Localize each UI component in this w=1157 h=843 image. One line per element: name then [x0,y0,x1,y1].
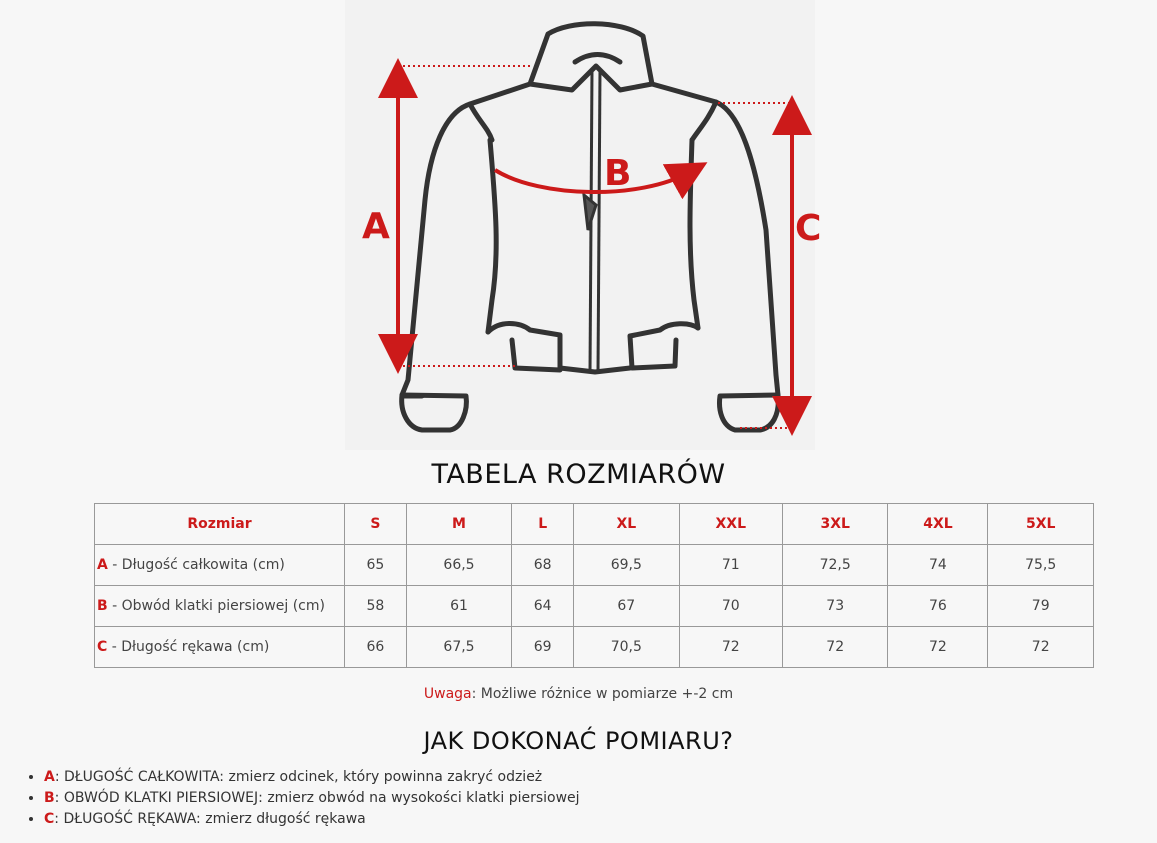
header-rozmiar: Rozmiar [95,504,345,545]
header-size: 5XL [988,504,1094,545]
table-cell: 70 [679,586,782,627]
table-cell: 69 [512,627,574,668]
size-table-header [95,504,1094,545]
measurement-note [0,686,1157,702]
table-cell: 69,5 [574,545,680,586]
table-cell: 75,5 [988,545,1094,586]
table-cell: 65 [345,545,407,586]
table-cell: 67 [574,586,680,627]
table-cell: 58 [345,586,407,627]
table-cell: 76 [888,586,988,627]
table-cell: 61 [406,586,512,627]
how-to-list [26,767,580,830]
table-cell: 64 [512,586,574,627]
note-label: Uwaga [423,686,472,702]
size-table [94,503,1094,668]
size-table-title: TABELA ROZMIARÓW [431,459,726,490]
list-item: • C: DŁUGOŚĆ RĘKAWA: zmierz długość rękawa [44,809,580,830]
table-cell: 66,5 [406,545,512,586]
label-b: B [604,153,632,194]
table-cell: 73 [782,586,888,627]
header-size: XXL [679,504,782,545]
list-item: • B: OBWÓD KLATKI PIERSIOWEJ: zmierz obwód na wysokości klatki piersiowej [44,788,580,809]
table-cell: 68 [512,545,574,586]
table-row [95,627,1094,668]
header-size: M [406,504,512,545]
table-row [95,586,1094,627]
row-label: C - Długość rękawa (cm) [95,627,345,668]
table-row [95,545,1094,586]
table-cell: 72 [988,627,1094,668]
label-c: C [795,208,822,249]
table-cell: 74 [888,545,988,586]
table-cell: 71 [679,545,782,586]
header-size: S [345,504,407,545]
header-size: 3XL [782,504,888,545]
table-cell: 72 [782,627,888,668]
table-cell: 70,5 [574,627,680,668]
header-size: XL [574,504,680,545]
how-to-title: JAK DOKONAĆ POMIARU? [423,727,734,755]
row-label: B - Obwód klatki piersiowej (cm) [95,586,345,627]
table-cell: 72 [679,627,782,668]
note-text: : Możliwe różnice w pomiarze +-2 cm [471,686,734,702]
row-label: A - Długość całkowita (cm) [95,545,345,586]
header-size: L [512,504,574,545]
list-item: • A: DŁUGOŚĆ CAŁKOWITA: zmierz odcinek, który powinna zakryć odzież [44,767,580,788]
table-cell: 72 [888,627,988,668]
label-a: A [362,206,390,247]
table-cell: 66 [345,627,407,668]
table-cell: 79 [988,586,1094,627]
table-cell: 67,5 [406,627,512,668]
table-cell: 72,5 [782,545,888,586]
header-size: 4XL [888,504,988,545]
